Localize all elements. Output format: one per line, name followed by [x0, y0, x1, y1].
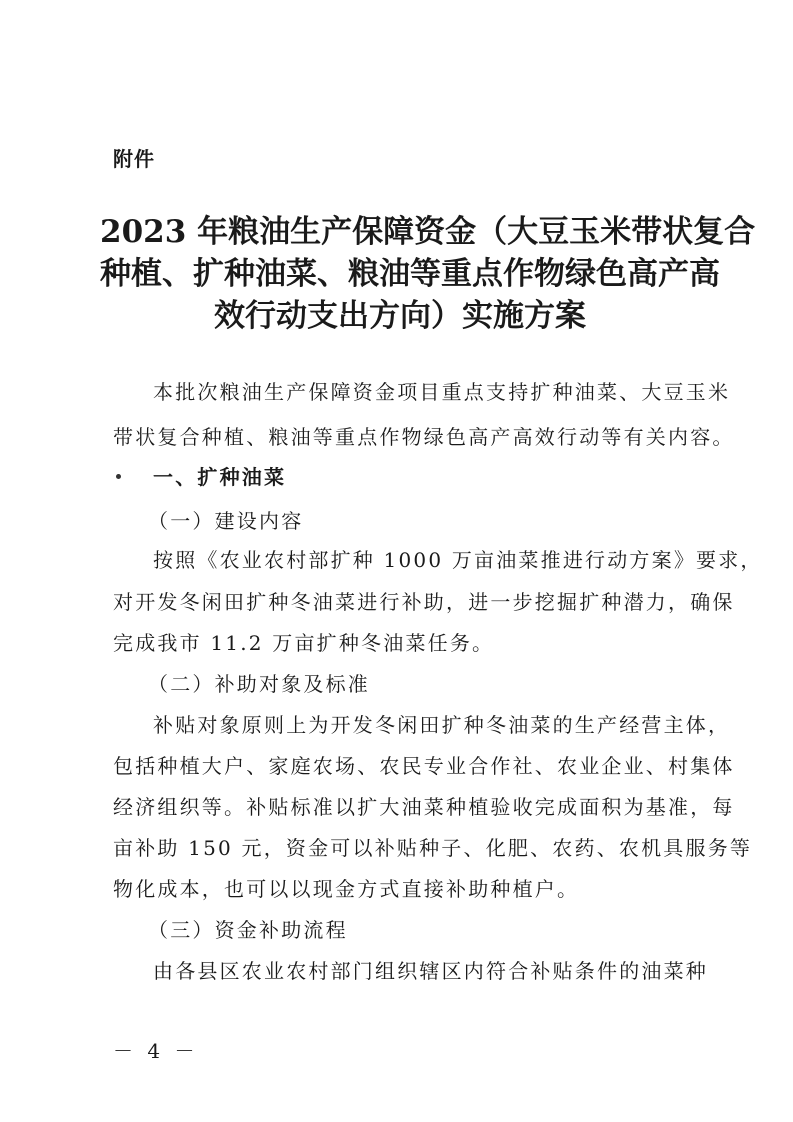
intro-line-1: 本批次粮油生产保障资金项目重点支持扩种油菜、大豆玉米: [153, 380, 731, 404]
subsection-1-line-1: 按照《农业农村部扩种 1000 万亩油菜推进行动方案》要求，: [153, 548, 763, 572]
subsection-2-heading: （二）补助对象及标准: [148, 672, 370, 696]
subsection-1-heading: （一）建设内容: [148, 509, 304, 533]
intro-line-2: 带状复合种植、粮油等重点作物绿色高产高效行动等有关内容。: [113, 425, 735, 449]
margin-dot-mark: [116, 474, 121, 479]
document-title: [100, 211, 756, 337]
title-line-1: 2023 年粮油生产保障资金（大豆玉米带状复合: [100, 214, 756, 250]
attachment-label: 附件: [113, 147, 155, 171]
page-number: － 4 －: [113, 1039, 199, 1063]
subsection-3-heading: （三）资金补助流程: [148, 918, 348, 942]
subsection-3-line-1: 由各县区农业农村部门组织辖区内符合补贴条件的油菜种: [153, 959, 708, 983]
subsection-2-line-3: 经济组织等。补贴标准以扩大油菜种植验收完成面积为基准，每: [113, 795, 735, 819]
subsection-2-line-1: 补贴对象原则上为开发冬闲田扩种冬油菜的生产经营主体，: [153, 713, 731, 737]
section-1-heading: 一、扩种油菜: [153, 465, 287, 489]
subsection-2-line-4: 亩补助 150 元，资金可以补贴种子、化肥、农药、农机具服务等: [113, 836, 753, 860]
title-line-2: 种植、扩种油菜、粮油等重点作物绿色高产高: [100, 256, 720, 292]
subsection-1-line-2: 对开发冬闲田扩种冬油菜进行补助，进一步挖掘扩种潜力，确保: [113, 590, 735, 614]
subsection-2-line-2: 包括种植大户、家庭农场、农民专业合作社、农业企业、村集体: [113, 754, 735, 778]
title-line-3: 效行动支出方向）实施方案: [214, 298, 586, 334]
subsection-1-line-3: 完成我市 11.2 万亩扩种冬油菜任务。: [113, 631, 495, 655]
subsection-2-line-5: 物化成本，也可以以现金方式直接补助种植户。: [113, 877, 580, 901]
